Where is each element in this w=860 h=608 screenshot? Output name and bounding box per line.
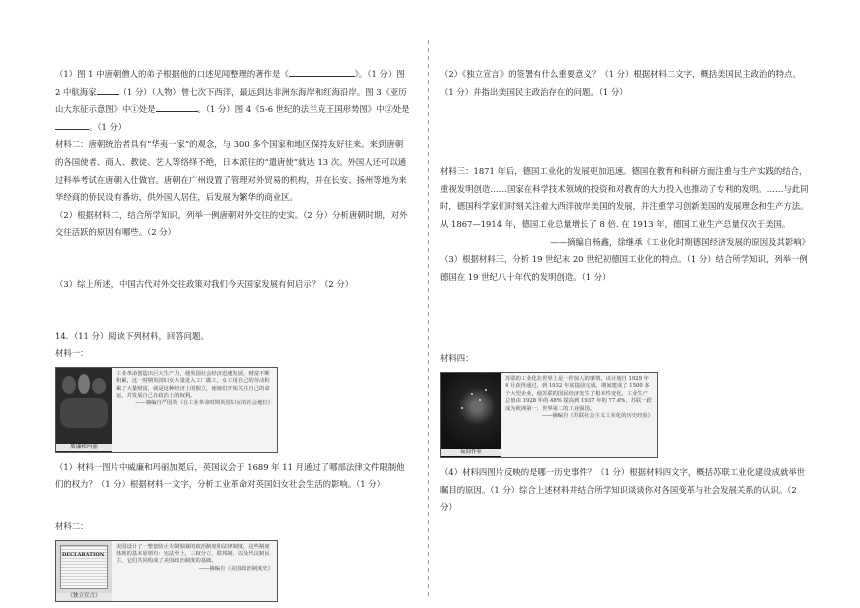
photo-caption: 夜间作业 [441,449,501,456]
answer-blank[interactable] [289,66,355,77]
right-column [440,66,810,517]
material-4-label: 材料四： [440,353,474,364]
excerpt-source: ——摘编自严国英《在工业革命时期英国妇女的社会地位》 [135,400,273,407]
scroll-title: DECLARATION [62,551,105,558]
left-column [55,66,410,608]
answer-blank[interactable] [55,119,89,130]
material-1-label: 材料一： [55,348,89,359]
material-4-excerpt [501,373,657,457]
column-divider [428,40,429,600]
excerpt-text: 工业革命创造出巨大生产力，使英国社会经济迅速发展，财富不断积累，这一时期英国妇女大量进入工厂做工，女工用自己的劳动积累了大量财富，就是这种经济上的独立，使她们开始关注自己的命运，并发展自己在政治上的权利。 [116,370,270,399]
question-3-right: （3）根据材料三，分析 19 世纪末 20 世纪初德国工业化的特点。（1 分）结合所学知识，列举一例德国在 19 世纪八十年代的发明创造。（1 分） [440,254,808,282]
q1-part-a: （1）图 1 中唐朝僧人的弟子根据他的口述见闻整理的著作是《 [55,69,289,79]
q1-part-b: 》。（1 分）图 2 中航海家 [55,69,405,97]
declaration-image [56,541,112,601]
excerpt-source: ——摘编自《苏联社会主义工业化的历史经验》 [541,412,653,419]
question-2-right: （2）《独立宣言》的签署有什么重要意义？（1 分）根据材料二文字，概括美国民主政治的特点。（1 分）并指出美国民主政治存在的问题。（1 分） [440,69,801,97]
question-14-header: 14．（11 分）阅读下列材料，回答问题。 [55,330,209,341]
material-1-excerpt [112,368,277,452]
material-2-figure [55,540,278,602]
question-2: （2）根据材料二，结合所学知识，列举一例唐朝对外交往的史实。（2 分）分析唐朝时期，对外交往活跃的原因有哪些。（2 分） [55,209,408,238]
material-3-source: ——摘编自杨鑫，徐继承《工业化时期德国经济发展的原因及其影响》 [550,236,810,247]
night-work-photo [441,373,501,457]
coronation-photo [56,368,112,452]
question-1 [55,66,410,136]
material-2-excerpt [112,541,277,601]
answer-blank[interactable] [97,84,119,95]
excerpt-text: 美国设计了一整套防止专制独裁的政治制度和法律制度，这些制度体现的基本原则有：宪法至上，三权分立，联邦制，以及代议制民主，它们共同构成了美国政治制度的基础。 [116,543,270,565]
q1-part-c: （1 分）（人物）曾七次下西洋，最远到达非洲东海岸和红海沿岸。图 3《亚历山大东征示意图》中①处是 [55,86,407,115]
q1-part-d: 。（1 分）图 4《5-6 世纪的法兰克王国形势图》中②处是 [197,104,410,115]
question-4-right: （4）材料四图片反映的是哪一历史事件？（1 分）根据材料四文字，概括苏联工业化建设成就举世瞩目的原因。（1 分）综合上述材料并结合所学知识谈谈你对各国变革与社会发展关系的认识。（2 分） [440,466,806,513]
excerpt-text: 苏联的工业化在世界上是一件惊人的事情。该计划自 1929 年 4 月获得通过，到 1932 年底提前完成，期间建成了 1500 多个大型企业，使苏联的国民经济发生了根本性变化，工业生产总值由 1928 年的 48% 提高到 1937 年的 77.4%，苏联一跃成为欧洲第一、世界第二的工业强国。 [505,375,652,412]
material-1-figure [55,367,278,453]
q1-part-e: 。（1 分） [89,121,127,132]
photo-caption: 《独立宣言》 [56,593,112,600]
question-3: （3）综上所述，中国古代对外交往政策对我们今天国家发展有何启示？（2 分） [55,278,354,289]
material-4-figure [440,372,658,458]
excerpt-source: ——摘编自《美国政治制度史》 [198,565,273,572]
material-3-text: 材料三：1871 年后，德国工业化的发展更加迅速。德国在教育和科研方面注重与生产实践的结合，重视发明创造……国家在科学技术领域的投资和对教育的大力投入也推动了专利的发明。……与此同时，德国科学家们时刻关注着大西洋彼岸美国的发展，并注重学习创新美国的发展理念和生产方法。从 1867—1914 年，德国工业总量增长了 8 倍. 在 1913 年，德国工业生产总量仅次于美国。 [440,166,809,229]
material-2b-label: 材料二： [55,520,89,531]
material-2-text: 材料二：唐朝统治者具有“华夷一家”的观念，与 300 多个国家和地区保持友好往来。来到唐朝的各国使者、商人、教徒、艺人等络绎不绝，日本派往的“遣唐使”就达 13 次。外国人还可以通过科举考试在唐朝入仕做官。唐朝在广州设置了管理对外贸易的机构，并在长安、扬州等地为来华经商的侨民设有番坊，供外国人居住，后发展为繁华的商业区。 [55,139,407,203]
photo-caption: 威廉和玛丽 [56,444,112,451]
question-14-1: （1）材料一图片中威廉和玛丽加冕后，英国议会于 1689 年 11 月通过了哪部法律文件限制他们的权力？（1 分）根据材料一文字，分析工业革命对英国妇女社会生活的影响。（1 分） [55,461,405,490]
answer-blank[interactable] [156,101,198,112]
